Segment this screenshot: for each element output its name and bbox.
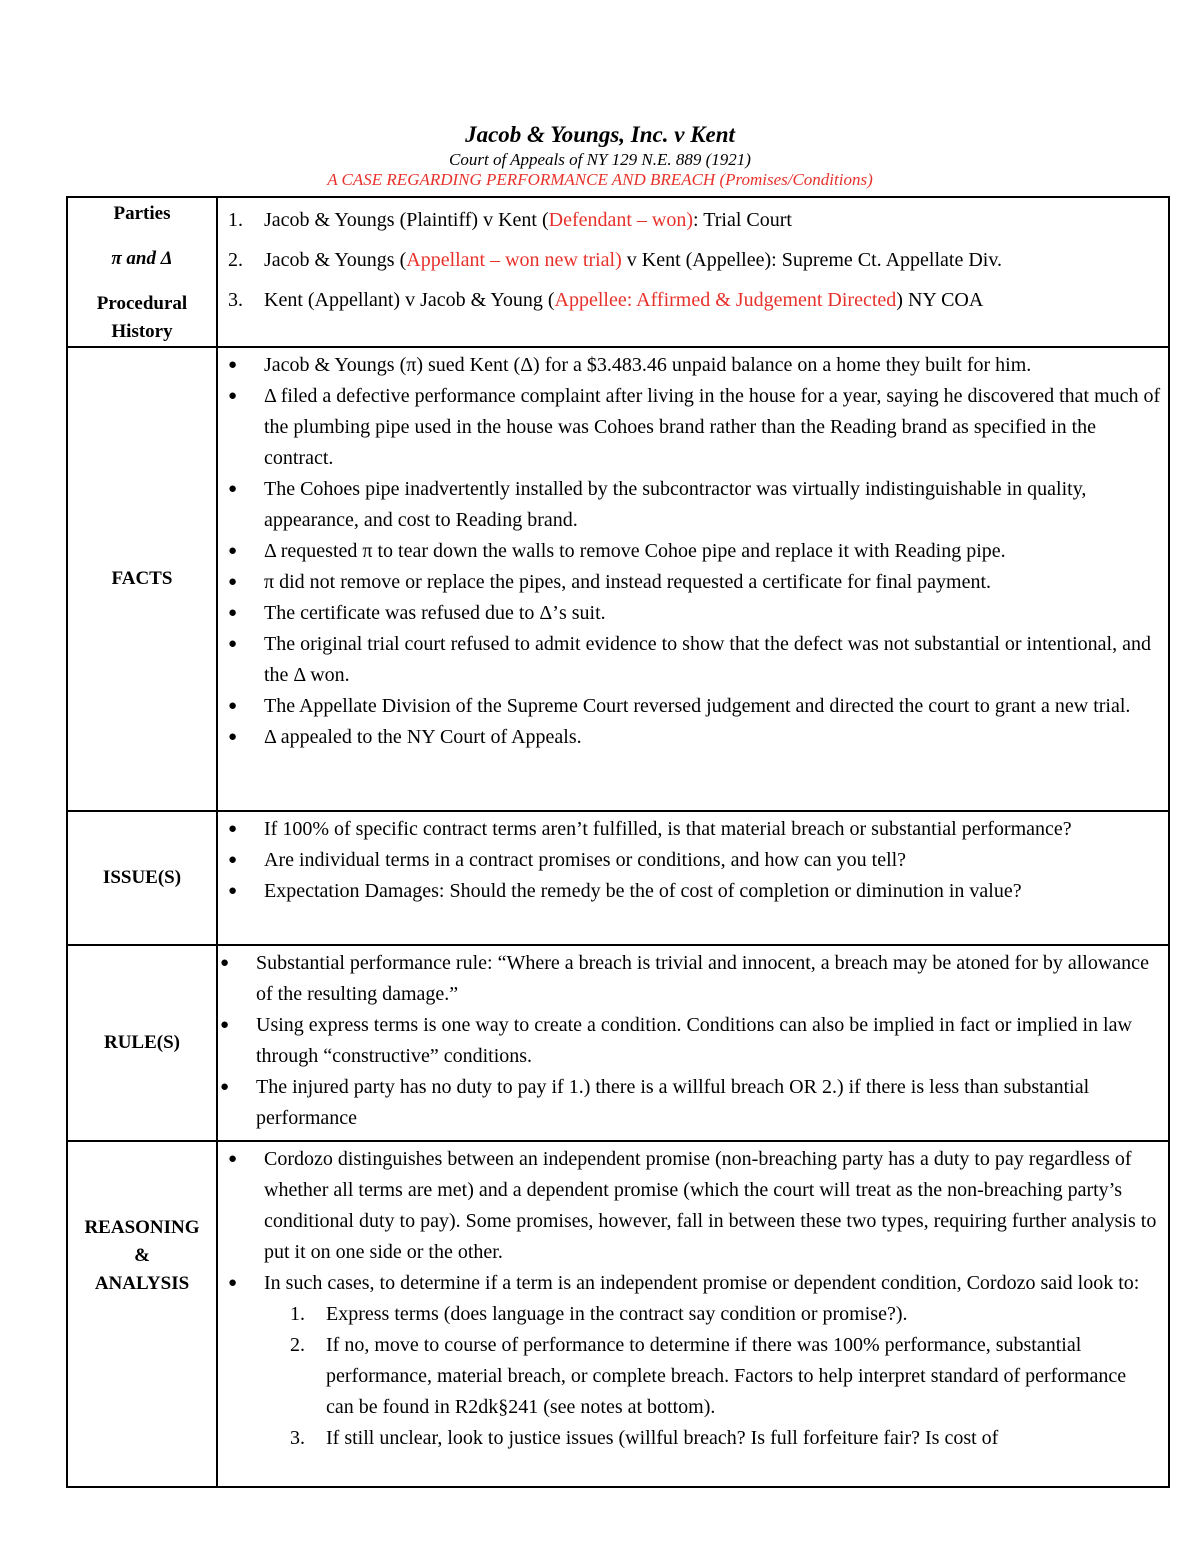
bullet-icon: ●: [228, 1275, 238, 1291]
item-text: The Appellate Division of the Supreme Court reversed judgement and directed the court to grant a new trial.: [264, 695, 1131, 717]
list-item: [218, 845, 1168, 876]
bullet-icon: ●: [228, 852, 238, 868]
label-reasoning-2: &: [134, 1245, 150, 1266]
bullet-icon: ●: [228, 388, 238, 404]
list-item: [218, 722, 1168, 753]
item-text: Jacob & Youngs (Plaintiff) v Kent (: [264, 209, 549, 231]
bullet-icon: ●: [228, 821, 238, 837]
item-text: In such cases, to determine if a term is an independent promise or dependent condition, Cordozo said look to:: [264, 1272, 1140, 1294]
item-text: Δ filed a defective performance complaint after living in the house for a year, saying he discovered that much of the plumbing pipe used in the house was Cohoes brand rather than the Reading brand as specified in the contract.: [264, 385, 1161, 469]
label-reasoning: [67, 1141, 217, 1487]
bullet-icon: ●: [228, 729, 238, 745]
case-title: Jacob & Youngs, Inc. v Kent: [465, 122, 735, 147]
list-item: [218, 1268, 1168, 1299]
item-number: 2.: [290, 1334, 305, 1356]
label-procedural-history: Procedural History: [96, 293, 188, 342]
parties-content: [217, 197, 1169, 347]
bullet-icon: ●: [228, 1151, 238, 1167]
list-item: [218, 598, 1168, 629]
reasoning-sub-list: [218, 1299, 1168, 1454]
bullet-icon: ●: [228, 883, 238, 899]
item-text: Jacob & Youngs (π) sued Kent (Δ) for a $3.483.46 unpaid balance on a home they built for him.: [264, 354, 1032, 376]
item-number: 3.: [290, 1427, 305, 1449]
bullet-icon: ●: [220, 1079, 230, 1095]
item-text: Using express terms is one way to create a condition. Conditions can also be implied in fact or implied in law through “constructive” conditions.: [256, 1014, 1132, 1067]
item-text: Δ requested π to tear down the walls to remove Cohoe pipe and replace it with Reading pipe.: [264, 540, 1006, 562]
item-text: Jacob & Youngs (: [264, 249, 407, 271]
item-highlight: Defendant – won): [548, 209, 694, 231]
item-text: If still unclear, look to justice issues (willful breach? Is full forfeiture fair? Is cost of: [326, 1427, 999, 1449]
item-highlight: Appellee: Affirmed & Judgement Directed: [554, 289, 897, 311]
label-issues: ISSUE(S): [67, 811, 217, 945]
issues-content: [217, 811, 1169, 945]
label-reasoning-3: ANALYSIS: [94, 1273, 190, 1294]
rules-content: [217, 945, 1169, 1141]
list-item: [218, 1299, 1168, 1330]
item-number: 1.: [228, 209, 243, 231]
item-text: The injured party has no duty to pay if 1.) there is a willful breach OR 2.) if there is less than substantial performance: [256, 1076, 1090, 1129]
facts-content: [217, 347, 1169, 811]
bullet-icon: ●: [228, 357, 238, 373]
bullet-icon: ●: [220, 955, 230, 971]
item-text: If 100% of specific contract terms aren’t fulfilled, is that material breach or substantial performance?: [264, 818, 1072, 840]
item-highlight: Appellant – won new trial): [406, 249, 622, 271]
reasoning-content: [217, 1141, 1169, 1487]
label-reasoning-1: REASONING: [84, 1217, 200, 1238]
list-item: [218, 536, 1168, 567]
item-text: Cordozo distinguishes between an independent promise (non-breaching party has a duty to pay regardless of whether all terms are met) and a dependent promise (which the court will treat as the non-breaching party’s conditional duty to pay). Some promises, however, fall in between these two types, requiring further analysis to put it on one side or the other.: [264, 1148, 1157, 1263]
case-category: A CASE REGARDING PERFORMANCE AND BREACH (Promises/Conditions): [327, 170, 873, 189]
list-item: [218, 280, 1168, 320]
bullet-icon: ●: [228, 481, 238, 497]
label-parties: [67, 197, 217, 347]
bullet-icon: ●: [228, 605, 238, 621]
bullet-icon: ●: [228, 574, 238, 590]
item-text: v Kent (Appellee): Supreme Ct. Appellate Div.: [621, 249, 1003, 271]
list-item: [218, 1330, 1168, 1423]
list-item: [218, 381, 1168, 474]
list-item: [218, 876, 1168, 907]
item-text: Are individual terms in a contract promises or conditions, and how can you tell?: [264, 849, 907, 871]
list-item: [218, 567, 1168, 598]
item-number: 2.: [228, 249, 243, 271]
list-item: [218, 948, 1168, 1010]
facts-list: [218, 350, 1168, 753]
item-text: Expectation Damages: Should the remedy be the of cost of completion or diminution in value?: [264, 880, 1022, 902]
row-issues: [67, 811, 1169, 945]
item-number: 3.: [228, 289, 243, 311]
item-text: ) NY COA: [896, 289, 984, 311]
list-item: [218, 1072, 1168, 1134]
list-item: [218, 691, 1168, 722]
rules-list: [218, 948, 1168, 1134]
case-brief-table: [66, 196, 1170, 1488]
item-text: The Cohoes pipe inadvertently installed by the subcontractor was virtually indistinguishable in quality, appearance, and cost to Reading brand.: [264, 478, 1087, 531]
bullet-icon: ●: [228, 636, 238, 652]
reasoning-list: [218, 1144, 1168, 1299]
issues-list: [218, 814, 1168, 907]
item-text: Substantial performance rule: “Where a breach is trivial and innocent, a breach may be atoned for by allowance of the resulting damage.”: [256, 952, 1149, 1005]
row-rules: [67, 945, 1169, 1141]
label-parties-title: Parties: [113, 203, 171, 224]
list-item: [218, 474, 1168, 536]
list-item: [218, 1144, 1168, 1268]
item-text: π did not remove or replace the pipes, and instead requested a certificate for final payment.: [264, 571, 992, 593]
row-facts: [67, 347, 1169, 811]
bullet-icon: ●: [228, 698, 238, 714]
row-parties: [67, 197, 1169, 347]
item-text: Express terms (does language in the contract say condition or promise?).: [326, 1303, 908, 1325]
item-text: Kent (Appellant) v Jacob & Young (: [264, 289, 555, 311]
court-citation: Court of Appeals of NY 129 N.E. 889 (1921): [449, 150, 751, 169]
label-rules: RULE(S): [67, 945, 217, 1141]
list-item: [218, 814, 1168, 845]
item-text: If no, move to course of performance to determine if there was 100% performance, substantial performance, material breach, or complete breach. Factors to help interpret standard of performance can be found in R2dk§241 (see notes at bottom).: [326, 1334, 1127, 1418]
label-parties-symbols: π and Δ: [111, 248, 173, 269]
list-item: [218, 1423, 1168, 1454]
list-item: [218, 240, 1168, 280]
item-number: 1.: [290, 1303, 305, 1325]
procedural-history-list: [218, 200, 1168, 320]
list-item: [218, 1010, 1168, 1072]
list-item: [218, 629, 1168, 691]
item-text: Δ appealed to the NY Court of Appeals.: [264, 726, 582, 748]
document-header: [0, 120, 1200, 190]
row-reasoning: [67, 1141, 1169, 1487]
bullet-icon: ●: [220, 1017, 230, 1033]
bullet-icon: ●: [228, 543, 238, 559]
item-text: The original trial court refused to admit evidence to show that the defect was not substantial or intentional, and the Δ won.: [264, 633, 1151, 686]
label-facts: FACTS: [67, 347, 217, 811]
list-item: [218, 350, 1168, 381]
item-text: : Trial Court: [693, 209, 792, 231]
list-item: [218, 200, 1168, 240]
item-text: The certificate was refused due to Δ’s suit.: [264, 602, 606, 624]
